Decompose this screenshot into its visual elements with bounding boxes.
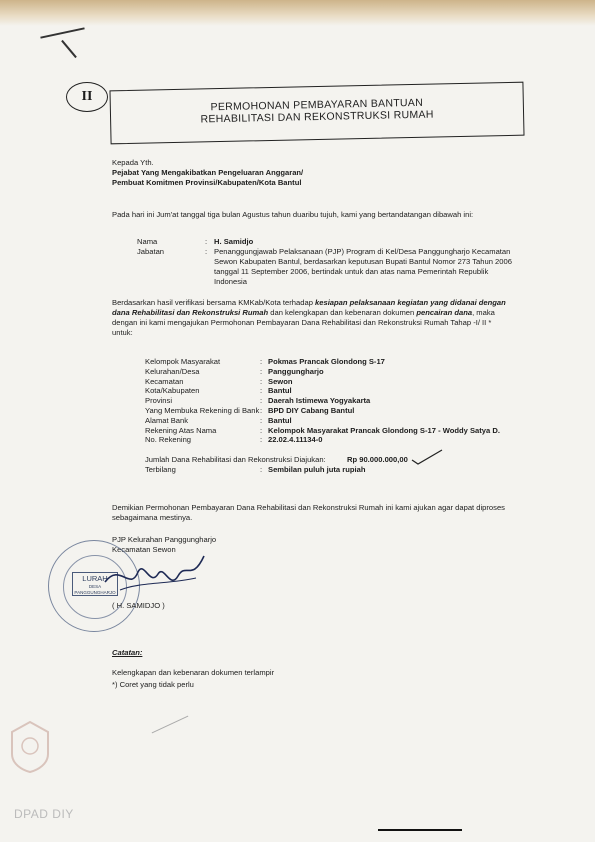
pen-mark-2 [61,40,77,58]
detail-value: 22.02.4.11134-0 [268,435,323,445]
detail-colon: : [260,415,263,425]
document-page: II PERMOHONAN PEMBAYARAN BANTUAN REHABILITASI DAN REKONSTRUKSI RUMAH Kepada Yth. Pejabat Yang Mengakibatkan Pengeluaran Anggaran/ Pembuat Komitmen Provinsi/Kabupaten/Kota Bantul Pada hari ini Jum'at tanggal tiga bulan Agustus tahun duaribu tujuh, kami yang bertandatangan dibawah ini: Nama : H. Samidjo Jabatan : Penanggungjawab Pelaksanaan (PJP) Program di Kel/Desa Panggungharjo Kecamatan Sewon Kabupaten Bantul, berdasarkan keputusan Bupati Bantul Nomor 273 Tahun 2006 tanggal 11 September 2006, bertindak untuk dan atas nama Pemerintah Republik Indonesia Berdasarkan hasil verifikasi bersama KMKab/Kota terhadap kesiapan pelaksanaan kegiatan yang didanai dengan dana Rehabilitasi dan Rekonstruksi Rumah dan kelengkapan dan kebenaran dokumen pencairan dana, maka dengan ini kami mengajukan Permohonan Pembayaran Dana Rehabilitasi dan Rekonstruksi Rumah Tahap -I/ II * untuk: Kelompok Masyarakat : Pokmas Prancak Glondong S-17 Kelurahan/Desa : Panggungharjo Kecamatan : Sewon Kota/Kabupaten : Bantul Provinsi : Daerah Istimewa Yogyakarta Yang Membuka Rekening di Bank : BPD DIY Cabang Bantul Alamat Bank : Bantul Rekening Atas Nama : Kelompok Masyarakat Prancak Glondong S-17 - Woddy Satya D. No. Rekening : 22.02.4.11134-0 Jumlah Dana Rehabilitasi dan Rekonstruksi Diajukan: Rp 90.000.000,00 Terbilang : Sembilan puluh juta rupiah Demikian Permohonan Pembayaran Dana Rehabilitasi dan Rekonstruksi Rumah ini kami ajukan agar dapat diproses sebagaimana mestinya. PJP Kelurahan Panggungharjo Kecamatan Sewon LURAH DESA PANGGUNGHARJO ( H. SAMIDJO ) Catatan: Kelengkapan dan kebenaran dokumen terlampir *) Coret yang tidak perlu DPAD DIY [0,0,595,842]
handwritten-signature [100,552,210,602]
detail-colon: : [260,376,263,386]
para-line-4: untuk: [112,328,133,337]
detail-value: Daerah Istimewa Yogyakarta [268,396,371,406]
regional-emblem-icon [8,720,52,774]
watermark: DPAD DIY [14,807,74,821]
detail-label: Kecamatan [145,376,184,386]
jabatan-line-2: Sewon Kabupaten Bantul, berdasarkan keputusan Bupati Bantul Nomor 273 Tahun 2006 [214,257,512,266]
terbilang-value: Sembilan puluh juta rupiah [268,465,366,474]
detail-value: Sewon [268,376,293,386]
detail-colon: : [260,425,263,435]
closing-line-2: sebagaimana mestinya. [112,513,193,522]
faint-line [152,716,189,734]
catatan-line-1: Kelengkapan dan kebenaran dokumen terlampir [112,668,275,677]
detail-colon: : [260,366,263,376]
detail-value: Kelompok Masyarakat Prancak Glondong S-17 - Woddy Satya D. [268,425,500,435]
detail-label: Alamat Bank [145,415,189,425]
detail-colon: : [260,396,263,406]
pen-mark [40,27,84,38]
nama-label: Nama [137,237,158,246]
jumlah-value: Rp 90.000.000,00 [347,455,408,464]
catatan-line-2: *) Coret yang tidak perlu [112,680,194,689]
detail-label: Kelompok Masyarakat [145,357,221,366]
detail-colon: : [260,357,263,366]
jabatan-line-1: Penanggungjawab Pelaksanaan (PJP) Program di Kel/Desa Panggungharjo Kecamatan [214,247,511,256]
catatan-label: Catatan: [112,648,143,657]
scan-bar [378,829,462,831]
address-line-2: Pembuat Komitmen Provinsi/Kabupaten/Kota Bantul [112,178,302,187]
detail-label: Kelurahan/Desa [145,366,200,376]
closing-line-1: Demikian Permohonan Pembayaran Dana Rehabilitasi dan Rekonstruksi Rumah ini kami ajukan agar dapat diproses [112,503,505,512]
para-line-3: dengan ini kami mengajukan Permohonan Pembayaran Dana Rehabilitasi dan Rekonstruksi Rumah Tahap -I/ II * [112,318,492,327]
section-number: II [66,82,108,112]
detail-value: Bantul [268,386,292,396]
terbilang-label: Terbilang [145,465,176,474]
detail-value: Pokmas Prancak Glondong S-17 [268,357,385,366]
detail-colon: : [260,435,263,445]
detail-value: BPD DIY Cabang Bantul [268,406,355,415]
scan-top-edge [0,0,595,26]
detail-value: Panggungharjo [268,366,324,376]
signature-title-1: PJP Kelurahan Panggungharjo [112,535,217,544]
para-line-2: dana Rehabilitasi dan Rekonstruksi Rumah dan kelengkapan dan kebenaran dokumen pencairan dana, maka [112,308,495,317]
jumlah-label: Jumlah Dana Rehabilitasi dan Rekonstruksi Diajukan: [145,455,326,464]
signature-title-2: Kecamatan Sewon [112,545,176,554]
para-line-1: Berdasarkan hasil verifikasi bersama KMKab/Kota terhadap kesiapan pelaksanaan kegiatan yang didanai dengan [112,298,506,307]
detail-label: Yang Membuka Rekening di Bank [145,406,260,415]
detail-label: Provinsi [145,396,173,406]
stamp-label: LURAH DESA PANGGUNGHARJO [72,572,118,596]
jabatan-line-4: Indonesia [214,277,247,286]
address-line-1: Pejabat Yang Mengakibatkan Pengeluaran Anggaran/ [112,168,304,177]
intro-text: Pada hari ini Jum'at tanggal tiga bulan Agustus tahun duaribu tujuh, kami yang bertandatangan dibawah ini: [112,210,474,219]
detail-value: Bantul [268,415,292,425]
jabatan-label: Jabatan [137,247,165,256]
detail-label: Kota/Kabupaten [145,386,200,396]
jabatan-line-3: tanggal 11 September 2006, bertindak untuk dan atas nama Pemerintah Republik [214,267,489,276]
detail-colon: : [260,406,263,415]
title-line-1: PERMOHONAN PEMBAYARAN BANTUAN [210,96,424,114]
signature-name: ( H. SAMIDJO ) [112,601,165,610]
detail-label: No. Rekening [145,435,192,445]
nama-value: H. Samidjo [214,237,254,246]
title-line-2: REHABILITASI DAN REKONSTRUKSI RUMAH [200,108,434,126]
title-box [109,82,524,145]
check-mark [410,448,444,466]
address-to: Kepada Yth. [112,158,154,167]
detail-label: Rekening Atas Nama [145,425,217,435]
detail-colon: : [260,386,263,396]
